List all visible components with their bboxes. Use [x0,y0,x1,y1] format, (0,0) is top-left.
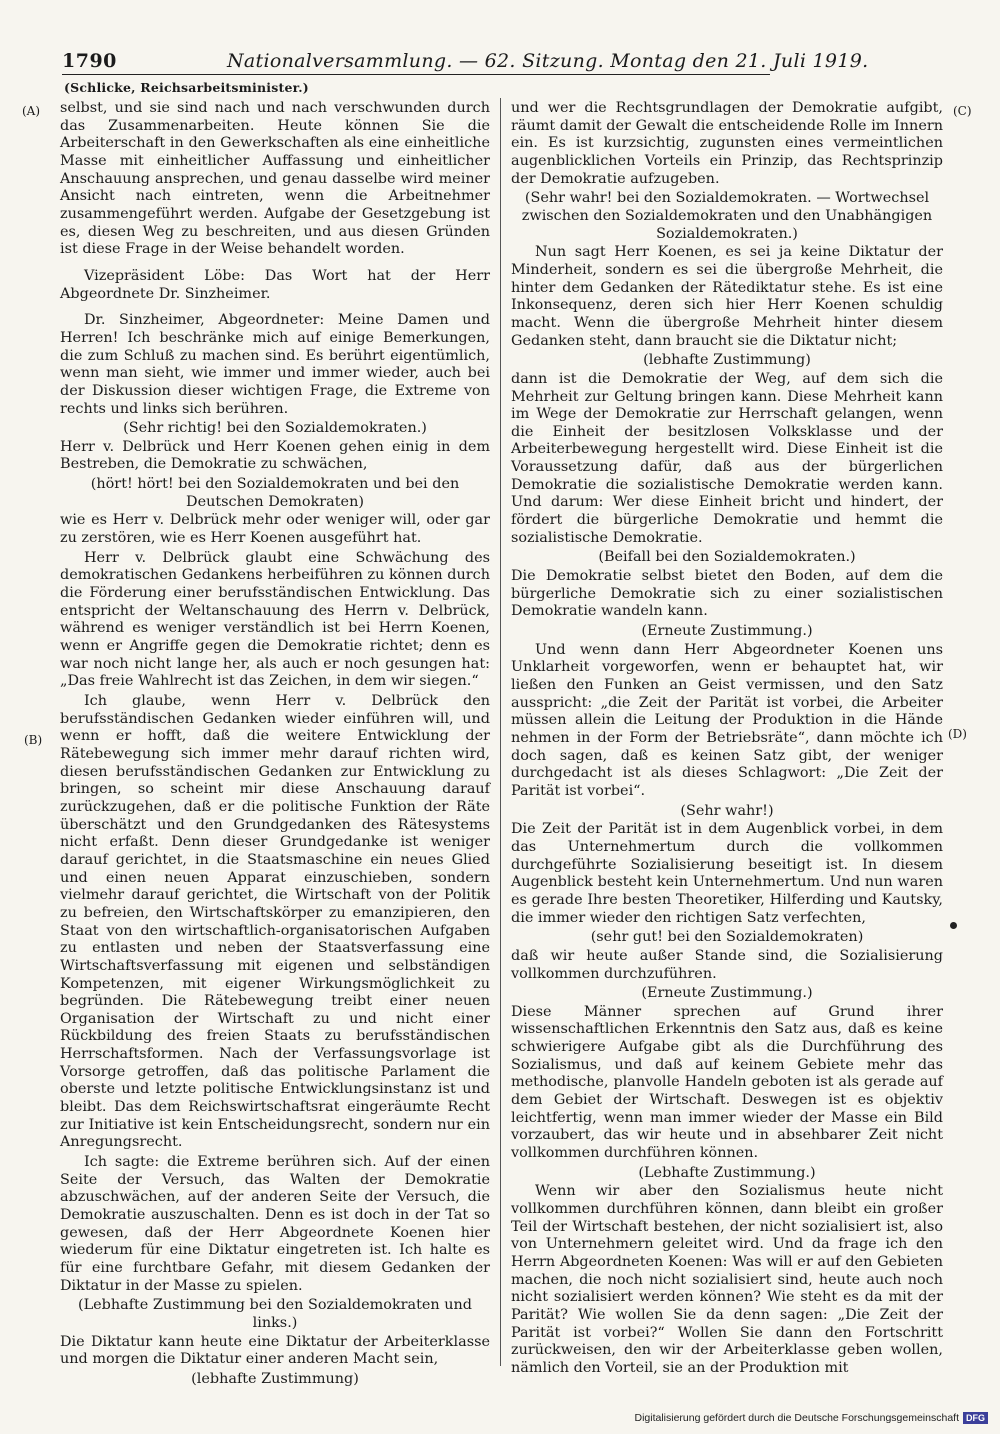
margin-marker-c: (C) [953,104,972,118]
paragraph: Ich sagte: die Extreme berühren sich. Auf der einen Seite der Versuch, das Walten der Demokratie abzuschwächen, auf der anderen Seite der Versuch, die Demokratie auszuschalten. Denn es ist doch in der Tat so gewesen, daß der Herr Abgeordnete Koenen hier wiederum für eine Diktatur eingetreten ist. Ich halte es für eine furchtbare Gefahr, mit diesem Gedanken der Diktatur in der Masse zu spielen. [60,1154,490,1294]
interjection: (sehr gut! bei den Sozialdemokraten) [590,929,864,946]
footer-credit: Digitalisierung gefördert durch die Deutsche Forschungsgemeinschaft [634,1412,959,1424]
paragraph: selbst, und sie sind nach und nach verschwunden durch das Zusammenarbeiten. Heute können Sie die Arbeiterschaft in den Gewerkschaften als eine einheitliche Masse mit einheitlicher Auffassung und einheitlicher Anschauung ansprechen, und genau dasselbe wird meiner Ansicht nach eintreten, wenn die Arbeitnehmer zusammengeführt werden. Aufgabe der Gesetzgebung ist es, diesen Weg zu beschreiten, und aus diesen Gründen ist diese Frage in der Weise behandelt worden. [60,100,490,258]
interjection: (Erneute Zustimmung.) [641,985,813,1002]
page-title: Nationalversammlung. — 62. Sitzung. Montag den 21. Juli 1919. [227,50,869,72]
margin-marker-b: (B) [24,733,43,747]
paragraph: Die Demokratie selbst bietet den Boden, auf dem die bürgerliche Demokratie sich zu einer sozialistischen Demokratie wandeln kann. [511,568,943,620]
paragraph: Die Diktatur kann heute eine Diktatur der Arbeiterklasse und morgen die Diktatur einer anderen Macht sein, [60,1333,490,1368]
page-header [62,48,869,75]
paragraph: Herr v. Delbrück glaubt eine Schwächung des demokratischen Gedankens herbeiführen zu können durch die Förderung einer berufsständischen Entwicklung. Das entspricht der Weltanschauung des Herrn v. Delbrück, während es weniger verständlich ist bei Herrn Koenen, wenn er Angriffe gegen die Demokratie richtet; denn es war noch nicht lange her, als auch er noch gesungen hat: „Das freie Wahlrecht ist das Zeichen, in dem wir siegen.“ [60,549,490,690]
right-column [511,100,943,1380]
paragraph: daß wir heute außer Stande sind, die Sozialisierung vollkommen durchzuführen. [511,947,943,982]
paragraph: und wer die Rechtsgrundlagen der Demokratie aufgibt, räumt damit der Gewalt die entscheidende Rolle im Innern ein. Es ist kurzsichtig, zugunsten eines vermeintlichen augenblicklichen Vorteils ein Prinzip, das Rechtsprinzip der Demokratie aufzugeben. [511,100,943,187]
paragraph: Diese Männer sprechen auf Grund ihrer wissenschaftlichen Erkenntnis den Satz aus, daß es keine schwierigere Aufgabe gibt als die Durchführung des Sozialismus, und daß auf keinem Gebiete mehr das methodische, planvolle Handeln geboten ist als gerade auf dem Gebiet der Wirtschaft. Deswegen ist es objektiv leichtfertig, wenn man immer wieder der Masse ein Bild vorzaubert, das wir heute und in absehbarer Zeit nicht vollkommen durchführen können. [511,1003,943,1162]
paragraph: Und wenn dann Herr Abgeordneter Koenen uns Unklarheit vorgeworfen, wenn er behauptet hat, wir ließen den Funken an Geist vermissen, und den Satz ausspricht: „die Zeit der Parität ist vorbei, die Arbeiter müssen allein die Leitung der Produktion in die Hände nehmen in der Form der Betriebsräte“, dann möchte ich doch sagen, daß es keinen Satz gibt, der weniger durchgedacht ist als dieses Schlagwort: „Die Zeit der Parität ist vorbei“. [511,641,943,799]
paragraph: dann ist die Demokratie der Weg, auf dem sich die Mehrheit zur Geltung bringen kann. Diese Mehrheit kann im Wege der Demokratie zur Herrschaft gelangen, wenn die Einheit der besitzlosen Volksklasse und der Arbeiterbewegung hergestellt wird. Diese Einheit ist die Voraussetzung dafür, daß aus der bürgerlichen Demokratie die sozialistische Demokratie werden kann. Und darum: Wer diese Einheit bricht und hindert, der fördert die bürgerliche Demokratie und hemmt die sozialistische Demokratie. [511,370,943,546]
paragraph: Herr v. Delbrück und Herr Koenen gehen einig in dem Bestreben, die Demokratie zu schwächen, [60,438,490,473]
paragraph: Dr. Sinzheimer, Abgeordneter: Meine Damen und Herren! Ich beschränke mich auf einige Bemerkungen, die zum Schluß zu machen sind. Es berührt eigentümlich, wenn man sieht, wie immer und immer wieder, auch bei der Diskussion dieser wichtigen Frage, die Extreme von rechts und links sich berühren. [60,312,490,417]
interjection: (Lebhafte Zustimmung bei den Sozialdemokraten und links.) [77,1297,473,1331]
interjection: (Erneute Zustimmung.) [641,623,813,640]
interjection: (Sehr wahr!) [680,802,774,819]
speaker-heading: (Schlicke, Reichsarbeitsminister.) [64,80,309,95]
page-number: 1790 [62,50,117,72]
paragraph: wie es Herr v. Delbrück mehr oder weniger will, oder gar zu zerstören, wie es Herr Koenen ausgeführt hat. [60,512,490,547]
left-column [60,100,490,1390]
ink-dot [950,922,957,929]
margin-marker-d: (D) [948,727,967,741]
interjection: (Sehr richtig! bei den Sozialdemokraten.) [123,420,427,437]
paragraph: Ich glaube, wenn Herr v. Delbrück den berufsständischen Gedanken wieder einführen will, und wenn er hofft, daß die weitere Entwicklung der Rätebewegung sich immer mehr darauf richten wird, diesen berufsständischen Gedanken zur Entwicklung zu bringen, so scheint mir diese Anschauung darauf zurückzugehen, daß er die politische Funktion der Räte überschätzt und den Grundgedanken des Rätesystems nicht erfaßt. Denn dieser Grundgedanke ist weniger darauf gerichtet, in die Staatsmaschine ein neues Glied und einen neuen Apparat einzuschieben, sondern vielmehr darauf gerichtet, die Wirtschaft von der Politik zu befreien, den Wirtschaftskörper zu emanzipieren, den Staat von den wirtschaftlich-organisatorischen Aufgaben zu entlasten und neben der Staatsverfassung eine Wirtschaftsverfassung mit eigenen und selbständigen Kompetenzen, mit eigener Wirkungsmöglichkeit zu begründen. Die Rätebewegung treibt einer neuen Organisation der Wirtschaft zu und nicht einer Rückbildung des freien Staats zu berufsständischen Herrschaftsformen. Nach der Verfassungsvorlage ist Vorsorge getroffen, daß das politische Parlament die oberste und letzte politische Entwicklungsinstanz ist und bleibt. Das dem Reichswirtschaftsrat eingeräumte Recht zur Initiative ist kein Entscheidungsrecht, sondern nur ein Anregungsrecht. [60,693,490,1151]
interjection: (lebhafte Zustimmung) [643,352,811,369]
footer [634,1412,988,1424]
interjection: (hört! hört! bei den Sozialdemokraten und bei den Deutschen Demokraten) [90,476,460,510]
paragraph: Nun sagt Herr Koenen, es sei ja keine Diktatur der Minderheit, sondern es sei die übergroße Mehrheit, die hinter dem Gedanken der Rätediktatur stehe. Es ist eine Inkonsequenz, deren sich hier Herr Koenen schuldig macht. Wenn die übergroße Mehrheit hinter diesem Gedanken steht, dann braucht sie die Diktatur nicht; [511,244,943,349]
column-divider [500,98,501,1366]
interjection: (Lebhafte Zustimmung.) [638,1164,816,1181]
margin-marker-a: (A) [22,104,41,118]
dfg-logo: DFG [963,1412,988,1424]
interjection: (lebhafte Zustimmung) [191,1370,359,1387]
paragraph: Wenn wir aber den Sozialismus heute nicht vollkommen durchführen können, dann bleibt ein großer Teil der Wirtschaft bestehen, der nicht sozialisiert ist, also von Unternehmern geleitet wird. Und da frage ich den Herrn Abgeordneten Koenen: Was will er auf den Gebieten machen, die noch nicht sozialisiert sind, heute auch noch nicht sozialisiert werden können? Wie steht es da mit der Parität? Wie wollen Sie da denn sagen: „Die Zeit der Parität ist vorbei?“ Wollen Sie dann den Fortschritt zurückweisen, den wir der Arbeiterklasse geben wollen, nämlich den Vorteil, sie an der Produktion mit [511,1183,943,1376]
paragraph: Vizepräsident Löbe: Das Wort hat der Herr Abgeordnete Dr. Sinzheimer. [60,267,490,302]
interjection: (Beifall bei den Sozialdemokraten.) [598,549,856,566]
interjection: (Sehr wahr! bei den Sozialdemokraten. — Wortwechsel zwischen den Sozialdemokraten und den Unabhängigen Sozialdemokraten.) [521,190,933,242]
paragraph: Die Zeit der Parität ist in dem Augenblick vorbei, in dem das Unternehmertum durch die vollkommen durchgeführte Sozialisierung beseitigt ist. In diesem Augenblick besteht kein Unternehmertum. Und nun waren es gerade Ihre besten Theoretiker, Hilferding und Kautsky, die immer wieder den richtigen Satz verfechten, [511,821,943,926]
